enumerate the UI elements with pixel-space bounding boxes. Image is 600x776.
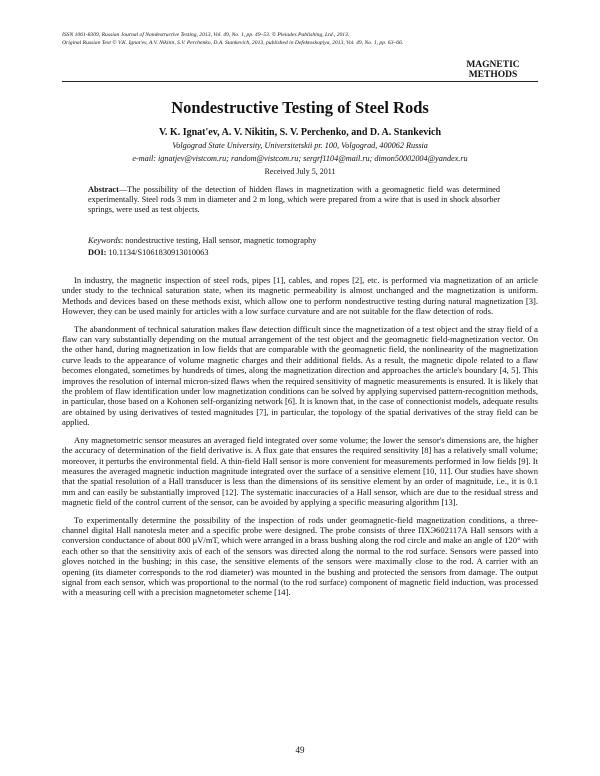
keywords [88, 236, 500, 246]
keywords-text: : nondestructive testing, Hall sensor, magnetic tomography [120, 236, 317, 245]
keywords-label: Keywords [88, 236, 121, 245]
doi [88, 248, 500, 258]
body-paragraph-4: To experimentally determine the possibility of the inspection of rods under geomagnetic-field magnetization conditions, a three-channel digital Hall nanotesla meter and a specific probe were designed. The probe consists of three ПХЭ602117А Hall sensors with a conversion conductance of about 800 μV/mT, which were arranged in a brass bushing along the rod circle and make an angle of 120° with each other so that the sensitivity axis of each of the sensors was directed along the normal to the rod surface. Sensors were passed into gloves notched in the bushing; in this case, the sensitive elements of the sensors were maximally close to the rod. A carrier with an opening (its diameter corresponds to the rod diameter) was mounted in the bushing and protected the sensors from damage. The output signal from each sensor, which was proportional to the normal (to the rod surface) component of magnetic field induction, was processed with a measuring cell with a precision magnetometer scheme [14]. [62, 514, 538, 598]
page-number: 49 [295, 745, 305, 755]
article-title: Nondestructive Testing of Steel Rods [171, 98, 429, 117]
author-emails: e-mail: ignatjev@vistcom.ru; random@vistcom.ru; sergrf1104@mail.ru; dimon50002004@yandex.ru [132, 154, 468, 163]
journal-header [62, 31, 403, 47]
body-paragraph-3: Any magnetometric sensor measures an averaged field integrated over some volume; the lower the sensor's dimensions are, the higher the accuracy of determination of the field derivative is. A flux gate that ensures the required sensitivity [8] has a relatively small volume; moreover, it perturbs the environmental field. A thin-field Hall sensor is more convenient for measurements performed in low fields [9]. It measures the averaged magnetic induction magnitude integrated over the surface of a sensitive element [10, 11]. Our studies have shown that the spatial resolution of a Hall transducer is less than the dimensions of its sensitive element by an order of magnitude, i.e., it is 0.1 mm and can easily be substantially improved [12]. The systematic inaccuracies of a Hall sensor, which are due to the residual stress and magnetic field of the control current of the sensor, can be avoided by applying a specific measuring algorithm [13]. [62, 434, 538, 508]
doi-text: 10.1134/S1061830913010063 [106, 248, 209, 257]
doi-label: DOI: [88, 248, 107, 257]
issn-line: ISSN 1061-8309, Russian Journal of Nondestructive Testing, 2013, Vol. 49, No. 1, pp. 49–53. © Pleiades Publishing, Ltd., 2013. [62, 32, 350, 38]
article-authors: V. K. Ignat'ev, A. V. Nikitin, S. V. Perchenko, and D. A. Stankevich [158, 127, 442, 138]
original-text-line: Original Russian Text © V.K. Ignat'ev, A.V. Nikitin, S.V. Perchenko, D.A. Stankevich, 2013, published in Defektoskopiya, 2013, Vol. 49, No. 1, pp. 63–66. [62, 40, 404, 46]
body-paragraph-2: The abandonment of technical saturation makes flaw detection difficult since the magnetization of a test object and the stray field of a flaw can vary substantially depending on the mutual arrangement of the test object and the geomagnetic field-magnetization vector. On the other hand, during magnetization in low fields that are comparable with the geomagnetic field, the nonlinearity of the magnetization curve leads to the appearance of volume magnetic charges and their additional fields. As a result, the magnetic dipole related to a flaw becomes elongated, sometimes by hundreds of times, along the magnetization direction and approaches the article's boundary [4, 5]. This improves the resolution of internal micron-sized flaws when the required sensitivity of magnetic measurements is ensured. It is likely that the problem of flaw identification under low magnetization conditions can be solved by applying supervised pattern-recognition methods, in particular, those based on a Kohonen self-organizing network [6]. It is known that, in the case of connectionist models, adequate results are obtained by using derivatives of tested magnitudes [7], in particular, the topology of the spatial derivatives of the stray field can be applied. [62, 323, 538, 428]
section-line-1: MAGNETIC [466, 60, 520, 70]
author-affiliation: Volgograd State University, Universitetskii pr. 100, Volgograd, 400062 Russia [172, 141, 428, 150]
abstract [88, 185, 500, 216]
section-line-2: METHODS [468, 70, 518, 80]
abstract-label: Abstract [88, 185, 119, 194]
article-body [62, 275, 538, 605]
section-heading [448, 60, 538, 80]
body-paragraph-1: In industry, the magnetic inspection of steel rods, pipes [1], cables, and ropes [2], etc. is performed via magnetization of an article under study to the technical saturation state, when its magnetic permeability is almost unchanged and the magnetization is uniform. Methods and devices based on these methods exist, which allow one to perform nondestructive testing during natural magnetization [3]. However, they can be used mainly for articles with a low surface curvature and are not suitable for the flaw detection of rods. [62, 275, 538, 317]
header-divider [62, 81, 538, 82]
received-date: Received July 5, 2011 [264, 167, 336, 176]
abstract-text: —The possibility of the detection of hidden flaws in magnetization with a geomagnetic field was determined experimentally. Steel rods 3 mm in diameter and 2 m long, which were prepared from a wire that is used in shock absorber springs, were used as test objects. [88, 185, 500, 215]
